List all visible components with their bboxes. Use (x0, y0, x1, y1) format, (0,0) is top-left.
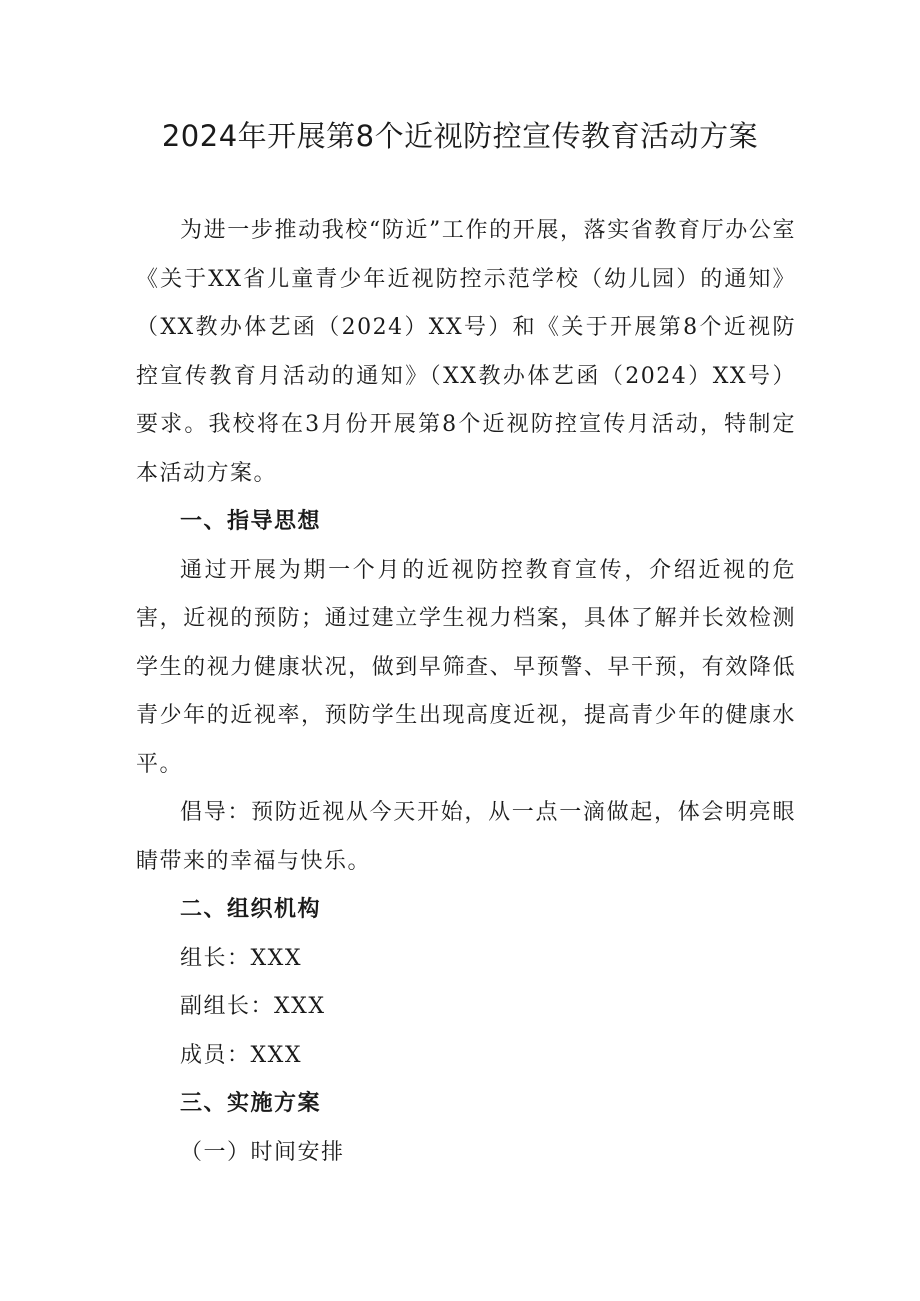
guiding-ideology-paragraph: 通过开展为期一个月的近视防控教育宣传，介绍近视的危害，近视的预防；通过建立学生视力档案，具体了解并长效检测学生的视力健康状况，做到早筛查、早预警、早干预，有效降低青少年的近视率，预防学生出现高度近视，提高青少年的健康水平。 (136, 557, 796, 777)
section-heading-implementation: 三、实施方案 (180, 1091, 322, 1116)
members-line: 成员：XXX (180, 1042, 302, 1068)
document-title: 2024年开展第8个近视防控宣传教育活动方案 (161, 119, 759, 153)
section-heading-guiding-ideology: 一、指导思想 (180, 509, 322, 534)
subsection-heading-schedule: （一）时间安排 (180, 1139, 345, 1165)
intro-paragraph: 为进一步推动我校“防近”工作的开展，落实省教育厅办公室《关于XX省儿童青少年近视防控示范学校（幼儿园）的通知》（XX教办体艺函（2024）XX号）和《关于开展第8个近视防控宣传教育月活动的通知》（XX教办体艺函（2024）XX号）要求。我校将在3月份开展第8个近视防控宣传月活动，特制定本活动方案。 (136, 218, 796, 486)
deputy-leader-line: 副组长：XXX (180, 994, 326, 1019)
document-body (136, 207, 796, 1177)
group-leader-line: 组长：XXX (180, 945, 302, 971)
advocacy-paragraph: 倡导：预防近视从今天开始，从一点一滴做起，体会明亮眼睛带来的幸福与快乐。 (136, 800, 796, 874)
section-heading-organization: 二、组织机构 (180, 897, 322, 922)
